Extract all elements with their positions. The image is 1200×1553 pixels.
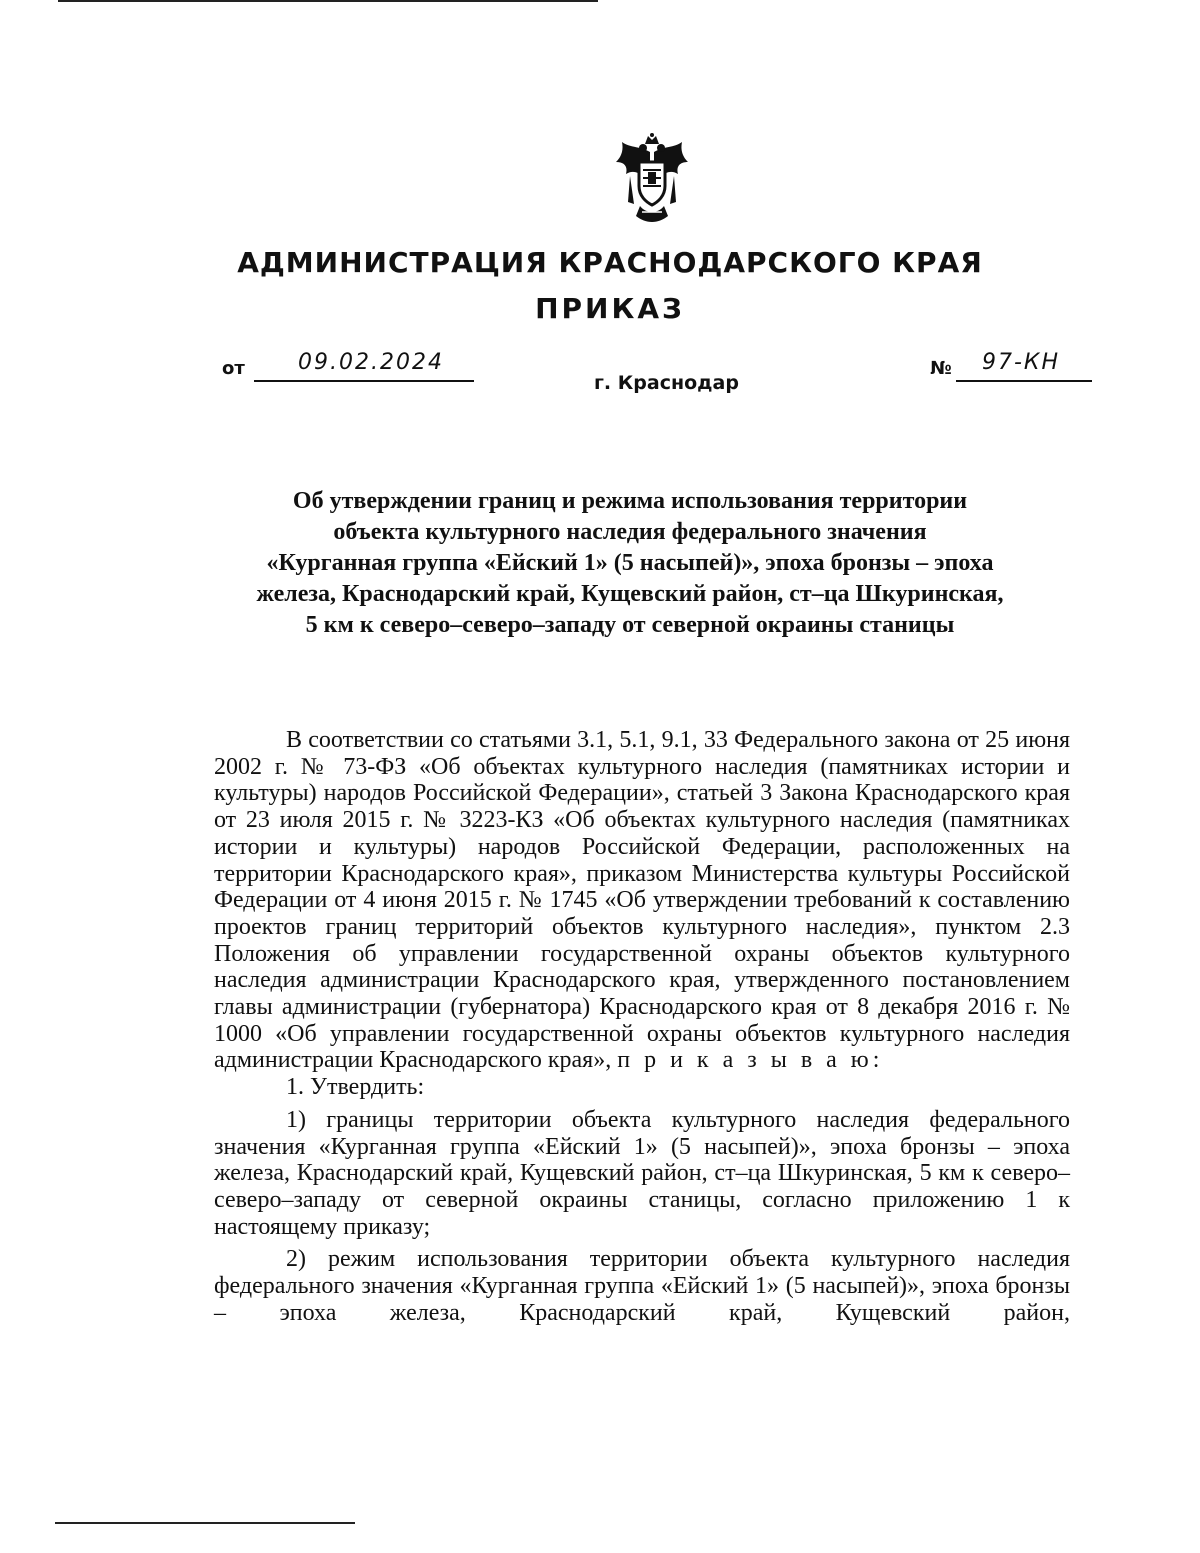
order-word: п р и к а з ы в а ю: <box>617 1047 884 1074</box>
subitem-1: 1) границы территории объекта культурного наследия федерального значения «Курганная группа «Ейский 1» (5 насыпей)», эпоха бронзы – эпоха железа, Краснодарский край, Кущевский район, ст–ца Шкуринская, 5 км к северо–северо–западу от северной окраины станицы, согласно приложению 1 к настоящему приказу; <box>214 1106 1070 1240</box>
subitem-2: 2) режим использования территории объекта культурного наследия федерального значения «Курганная группа «Ейский 1» (5 насыпей)», эпоха бронзы – эпоха железа, Краснодарский край, Кущевский район, <box>214 1246 1070 1326</box>
title-line: 5 км к северо–северо–западу от северной окраины станицы <box>305 612 955 638</box>
document-body <box>214 727 1070 1326</box>
scan-edge-line-bottom <box>55 1522 355 1524</box>
organization-name: АДМИНИСТРАЦИЯ КРАСНОДАРСКОГО КРАЯ <box>237 246 983 279</box>
date-field <box>254 352 474 382</box>
title-line: железа, Краснодарский край, Кущевский район, ст–ца Шкуринская, <box>256 581 1004 607</box>
number-prefix-label: № <box>930 358 952 379</box>
number-field <box>956 352 1092 382</box>
date-value: 09.02.2024 <box>298 350 444 375</box>
item-approve: 1. Утвердить: <box>286 1074 425 1101</box>
coat-of-arms-icon <box>612 132 692 224</box>
document-title <box>200 486 1060 641</box>
preamble-text: В соответствии со статьями 3.1, 5.1, 9.1, 33 Федерального закона от 25 июня 2002 г. № 73-ФЗ «Об объектах культурного наследия (памятниках истории и культуры) народов Российской Федерации», статьей 3 Закона Краснодарского края от 23 июля 2015 г. № 3223-КЗ «Об объектах культурного наследия (памятниках истории и культуры) народов Российской Федерации, расположенных на территории Краснодарского края», приказом Министерства культуры Российской Федерации от 4 июня 2015 г. № 1745 «Об утверждении требований к составлению проектов границ территорий объектов культурного наследия», пунктом 2.3 Положения об управлении государственной охраны объектов культурного наследия администрации Краснодарского края, утвержденного постановлением главы администрации (губернатора) Краснодарского края от 8 декабря 2016 г. № 1000 «Об управлении государственной охраны объектов культурного наследия администрации Краснодарского края», <box>214 727 1070 1074</box>
document-type: ПРИКАЗ <box>535 292 685 325</box>
city-label: г. Краснодар <box>594 372 739 394</box>
scan-edge-line-top <box>58 0 598 2</box>
preamble-paragraph <box>214 727 1070 1074</box>
number-value: 97-КН <box>982 350 1061 375</box>
date-prefix-label: от <box>222 358 245 379</box>
title-line: Об утверждении границ и режима использования территории <box>292 488 968 514</box>
title-line: «Курганная группа «Ейский 1» (5 насыпей)», эпоха бронзы – эпоха <box>266 550 994 576</box>
title-line: объекта культурного наследия федерального значения <box>333 519 927 545</box>
